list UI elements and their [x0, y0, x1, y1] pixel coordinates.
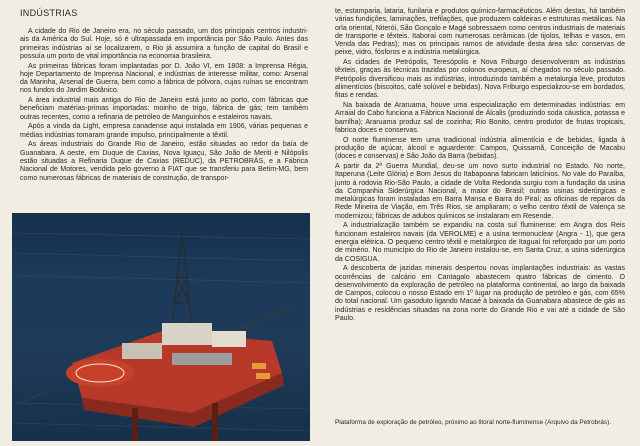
- photo-caption: Plataforma de exploração de petróleo, próximo ao litoral norte-fluminense (Arquivo da Petrobrás).: [335, 419, 612, 426]
- paragraph: As primeiras fábricas foram implantadas por D. João VI, em 1808: a Imprensa Régia, hoje Departamento de Imprensa Nacional, e indústrias de interesse militar, como: Arsenal da Marinha, Arsenal de Guerra, bem como a fábrica de pólvora, cujas ruínas se encontram nos fundos do Jardim Botânico.: [20, 62, 308, 95]
- right-text-column: [335, 8, 625, 325]
- oil-platform-illustration: [12, 213, 310, 441]
- paragraph: A partir da 2ª Guerra Mundial, deu-se um novo surto industrial no Estado. No norte, Itaperuna (Leite Glória) e Bom Jesus do Itabapoana fabricam laticínios. No vale do Paraíba, junto à rodovia Rio-São Paulo, a cidade de Volta Redonda surgiu com a fundação da usina da Companhia Siderúrgica Nacional, a maior do Brasil; outras usinas siderúrgicas e metalúrgicas foram instaladas em Barra Mansa e Barra do Piraí; as oficinas de reparos da Rede Mineira de Viação, em Três Rios, se ampliaram; o velho centro têxtil de Valença se modernizou; fábricas de adubos químicos se instalaram em Resende.: [335, 162, 625, 220]
- paragraph: A industrialização também se expandiu na costa sul fluminense: em Angra dos Reis funcionam estaleiros navais (da VEROLME) e a usina termonuclear (Angra - 1), que gera energia elétrica. O pequeno centro têxtil e metalúrgico de Itaguaí foi reforçado por um porto de minério. No município do Rio de Janeiro instalou-se, em Santa Cruz, a usina siderúrgica da COSIGUA.: [335, 222, 625, 263]
- paragraph: A área industrial mais antiga do Rio de Janeiro está junto ao porto, com fábricas que beneficiam matérias-primas importadas: moinho de trigo, fábrica de gás; tem também outras recentes, como a refinaria de petróleo de Manguinhos e estaleiros navais.: [20, 97, 308, 121]
- paragraph: Após a vinda da Light, empresa canadense aqui instalada em 1906, várias pequenas e médias indústrias tomaram grande impulso, principalmente a têxtil.: [20, 123, 308, 139]
- paragraph: Na baixada de Araruama, houve uma especialização em determinadas indústrias: em Arraial do Cabo funciona a Fábrica Nacional de Álcalis (produzindo soda cáustica, potassa e barrilha); Araruama produz sal de cozinha; Rio Bonito, centro produtor de frutas tropicais, fabrica doces e conservas.: [335, 102, 625, 134]
- left-text-column: [20, 28, 308, 184]
- paragraph: A cidade do Rio de Janeiro era, no século passado, um dos principais centros industri- ais da América do Sul. Hoje, só é ultrapassada em importância por São Paulo. Antes das primeiras indústrias aí se localizarem, o Rio já assumira a função de capital do Brasil e possuía um porto de vital importância na economia brasileira.: [20, 28, 308, 60]
- paragraph: O norte fluminense tem uma tradicional indústria alimentícia e de bebidas, ligada à produção de açúcar, álcool e aguardente: Campos, Quissamã, Conceição de Macabu (doces e conservas) e São João da Barra (bebidas).: [335, 136, 625, 161]
- oil-platform-photo: [12, 213, 310, 441]
- paragraph: te, estamparia, lataria, funilaria e produtos químico-farmacêuticos. Além destas, há também várias fundições, laminações, trefilações, que produzem caldeiras e estruturas metálicas. Na orla oriental, Niterói, São Gonçalo e Magé sobressaem como centros industriais de materiais de transporte e têxteis. Itaboraí com numerosas cerâmicas (de tijolos, telhas e vasos, em Venda das Pedras); mas os principais ramos de atividade desta área são: conservas de peixe, vidro, fósforos e a indústria metalúrgica.: [335, 8, 625, 57]
- paragraph: As cidades de Petrópolis, Teresópolis e Nova Friburgo desenvolveram as indústrias têxteis, graças às técnicas trazidas por colonos europeus, aí chegados no século passado. Petrópolis diversificou mais as indústrias, introduzindo também a metalurgia leve, produtos alimentícios (biscoitos, café solúvel e bebidas). Nova Friburgo especializou-se em bordados, fitas e rendas.: [335, 59, 625, 100]
- page-title: INDÚSTRIAS: [20, 8, 78, 18]
- paragraph: A descoberta de jazidas minerais despertou novas implantações industriais: as vastas ocorrências de calcário em Cantagalo abastecem quatro fábricas de cimento. O desenvolvimento da exploração de petróleo na plataforma continental, ao largo da baixada de Campos, colocou o nosso Estado em 1º lugar na produção de petróleo e gás, com 65% do total nacional. Um gasoduto ligando Macaé à baixada da Guanabara abastece de gás as indústrias e residências situadas na zona norte do Grande Rio e vai até a cidade de São Paulo.: [335, 265, 625, 323]
- paragraph: As áreas industriais do Grande Rio de Janeiro, estão situadas ao redor da baía de Guanabara. A oeste, em Duque de Caxias, Nova Iguaçu, São João de Meriti e Nilópolis estão situadas a Refinaria Duque de Caxias (REDUC), da PETROBRÁS, e a Fábrica Nacional de Motores, vendida pelo governo à FIAT que se transferiu para Betim-MG, bem como numerosas fábricas de materiais de construção, de transpor-: [20, 141, 308, 182]
